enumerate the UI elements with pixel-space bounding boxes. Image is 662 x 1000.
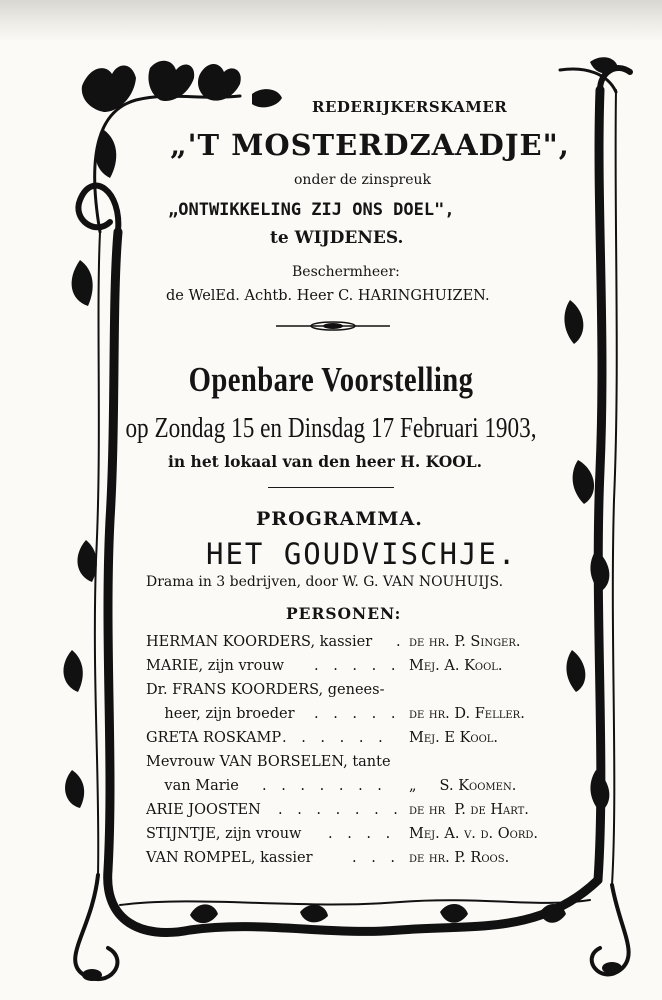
cast-actor: Mej. E Kool. (409, 730, 499, 746)
event-venue: in het lokaal van den heer H. KOOL. (168, 452, 483, 471)
flower-ornament-icon (82, 65, 136, 112)
cast-actor: Mej. A. v. d. Oord. (409, 826, 538, 842)
cast-row (146, 706, 546, 728)
cast-role: Dr. FRANS KOORDERS, genees- (146, 682, 385, 698)
cast-row (146, 826, 546, 848)
cast-role: STIJNTJE, zijn vrouw (146, 826, 302, 842)
event-title: Openbare Voorstelling (188, 360, 474, 399)
cast-heading: PERSONEN: (286, 604, 402, 623)
play-title: HET GOUDVISCHJE. (206, 537, 518, 571)
cast-actor: de hr. D. Feller. (409, 706, 525, 722)
cast-role: Mevrouw VAN BORSELEN, tante (146, 754, 391, 770)
cast-role: heer, zijn broeder (146, 706, 295, 722)
cast-row (146, 658, 546, 680)
cast-dots: . . . . (328, 826, 396, 842)
programme-heading: PROGRAMMA. (256, 508, 423, 530)
cast-row (146, 850, 546, 872)
cast-role: ARIE JOOSTEN (146, 802, 261, 818)
cast-dots: . . . . . (314, 658, 401, 674)
divider-line (268, 487, 394, 488)
cast-row (146, 682, 546, 704)
cast-row (146, 778, 546, 800)
society-name: „'T MOSTERDZAADJE", (170, 128, 570, 162)
cast-dots: . . . (352, 850, 401, 866)
event-dates: op Zondag 15 en Dinsdag 17 Februari 1903, (125, 412, 537, 444)
cast-dots: . (396, 634, 406, 650)
cast-actor: de hr. P. Singer. (409, 634, 521, 650)
flower-ornament-icon (148, 61, 194, 101)
cast-row (146, 634, 546, 656)
cast-row (146, 802, 546, 824)
cast-dots: . . . . . . (282, 730, 388, 746)
cast-role: VAN ROMPEL, kassier (146, 850, 313, 866)
cast-row (146, 754, 546, 776)
cast-actor: Mej. A. Kool. (409, 658, 503, 674)
leaf-ornament-icon (252, 89, 282, 107)
cast-actor: „ S. Koomen. (409, 778, 517, 794)
cast-role: GRETA ROSKAMP (146, 730, 282, 746)
patron-label: Beschermheer: (292, 264, 400, 280)
cast-row (146, 730, 546, 752)
cast-actor: de hr. P. Roos. (409, 850, 510, 866)
play-subtitle: Drama in 3 bedrijven, door W. G. VAN NOUHUIJS. (146, 574, 504, 590)
cast-actor: de hr P. de Hart. (409, 802, 529, 818)
place: te WIJDENES. (270, 228, 404, 248)
motto: „ONTWIKKELING ZIJ ONS DOEL", (168, 200, 455, 220)
cast-dots: . . . . . . . (262, 778, 387, 794)
cast-role: HERMAN KOORDERS, kassier (146, 634, 373, 650)
scroll-divider-icon (276, 322, 390, 330)
cast-dots: . . . . . . . (278, 802, 403, 818)
cast-role: van Marie (146, 778, 239, 794)
society-label: REDERIJKERSKAMER (312, 98, 508, 116)
cast-dots: . . . . . (314, 706, 401, 722)
cast-role: MARIE, zijn vrouw (146, 658, 285, 674)
patron-name: de WelEd. Achtb. Heer C. HARINGHUIZEN. (166, 288, 490, 304)
motto-intro: onder de zinspreuk (294, 172, 432, 188)
